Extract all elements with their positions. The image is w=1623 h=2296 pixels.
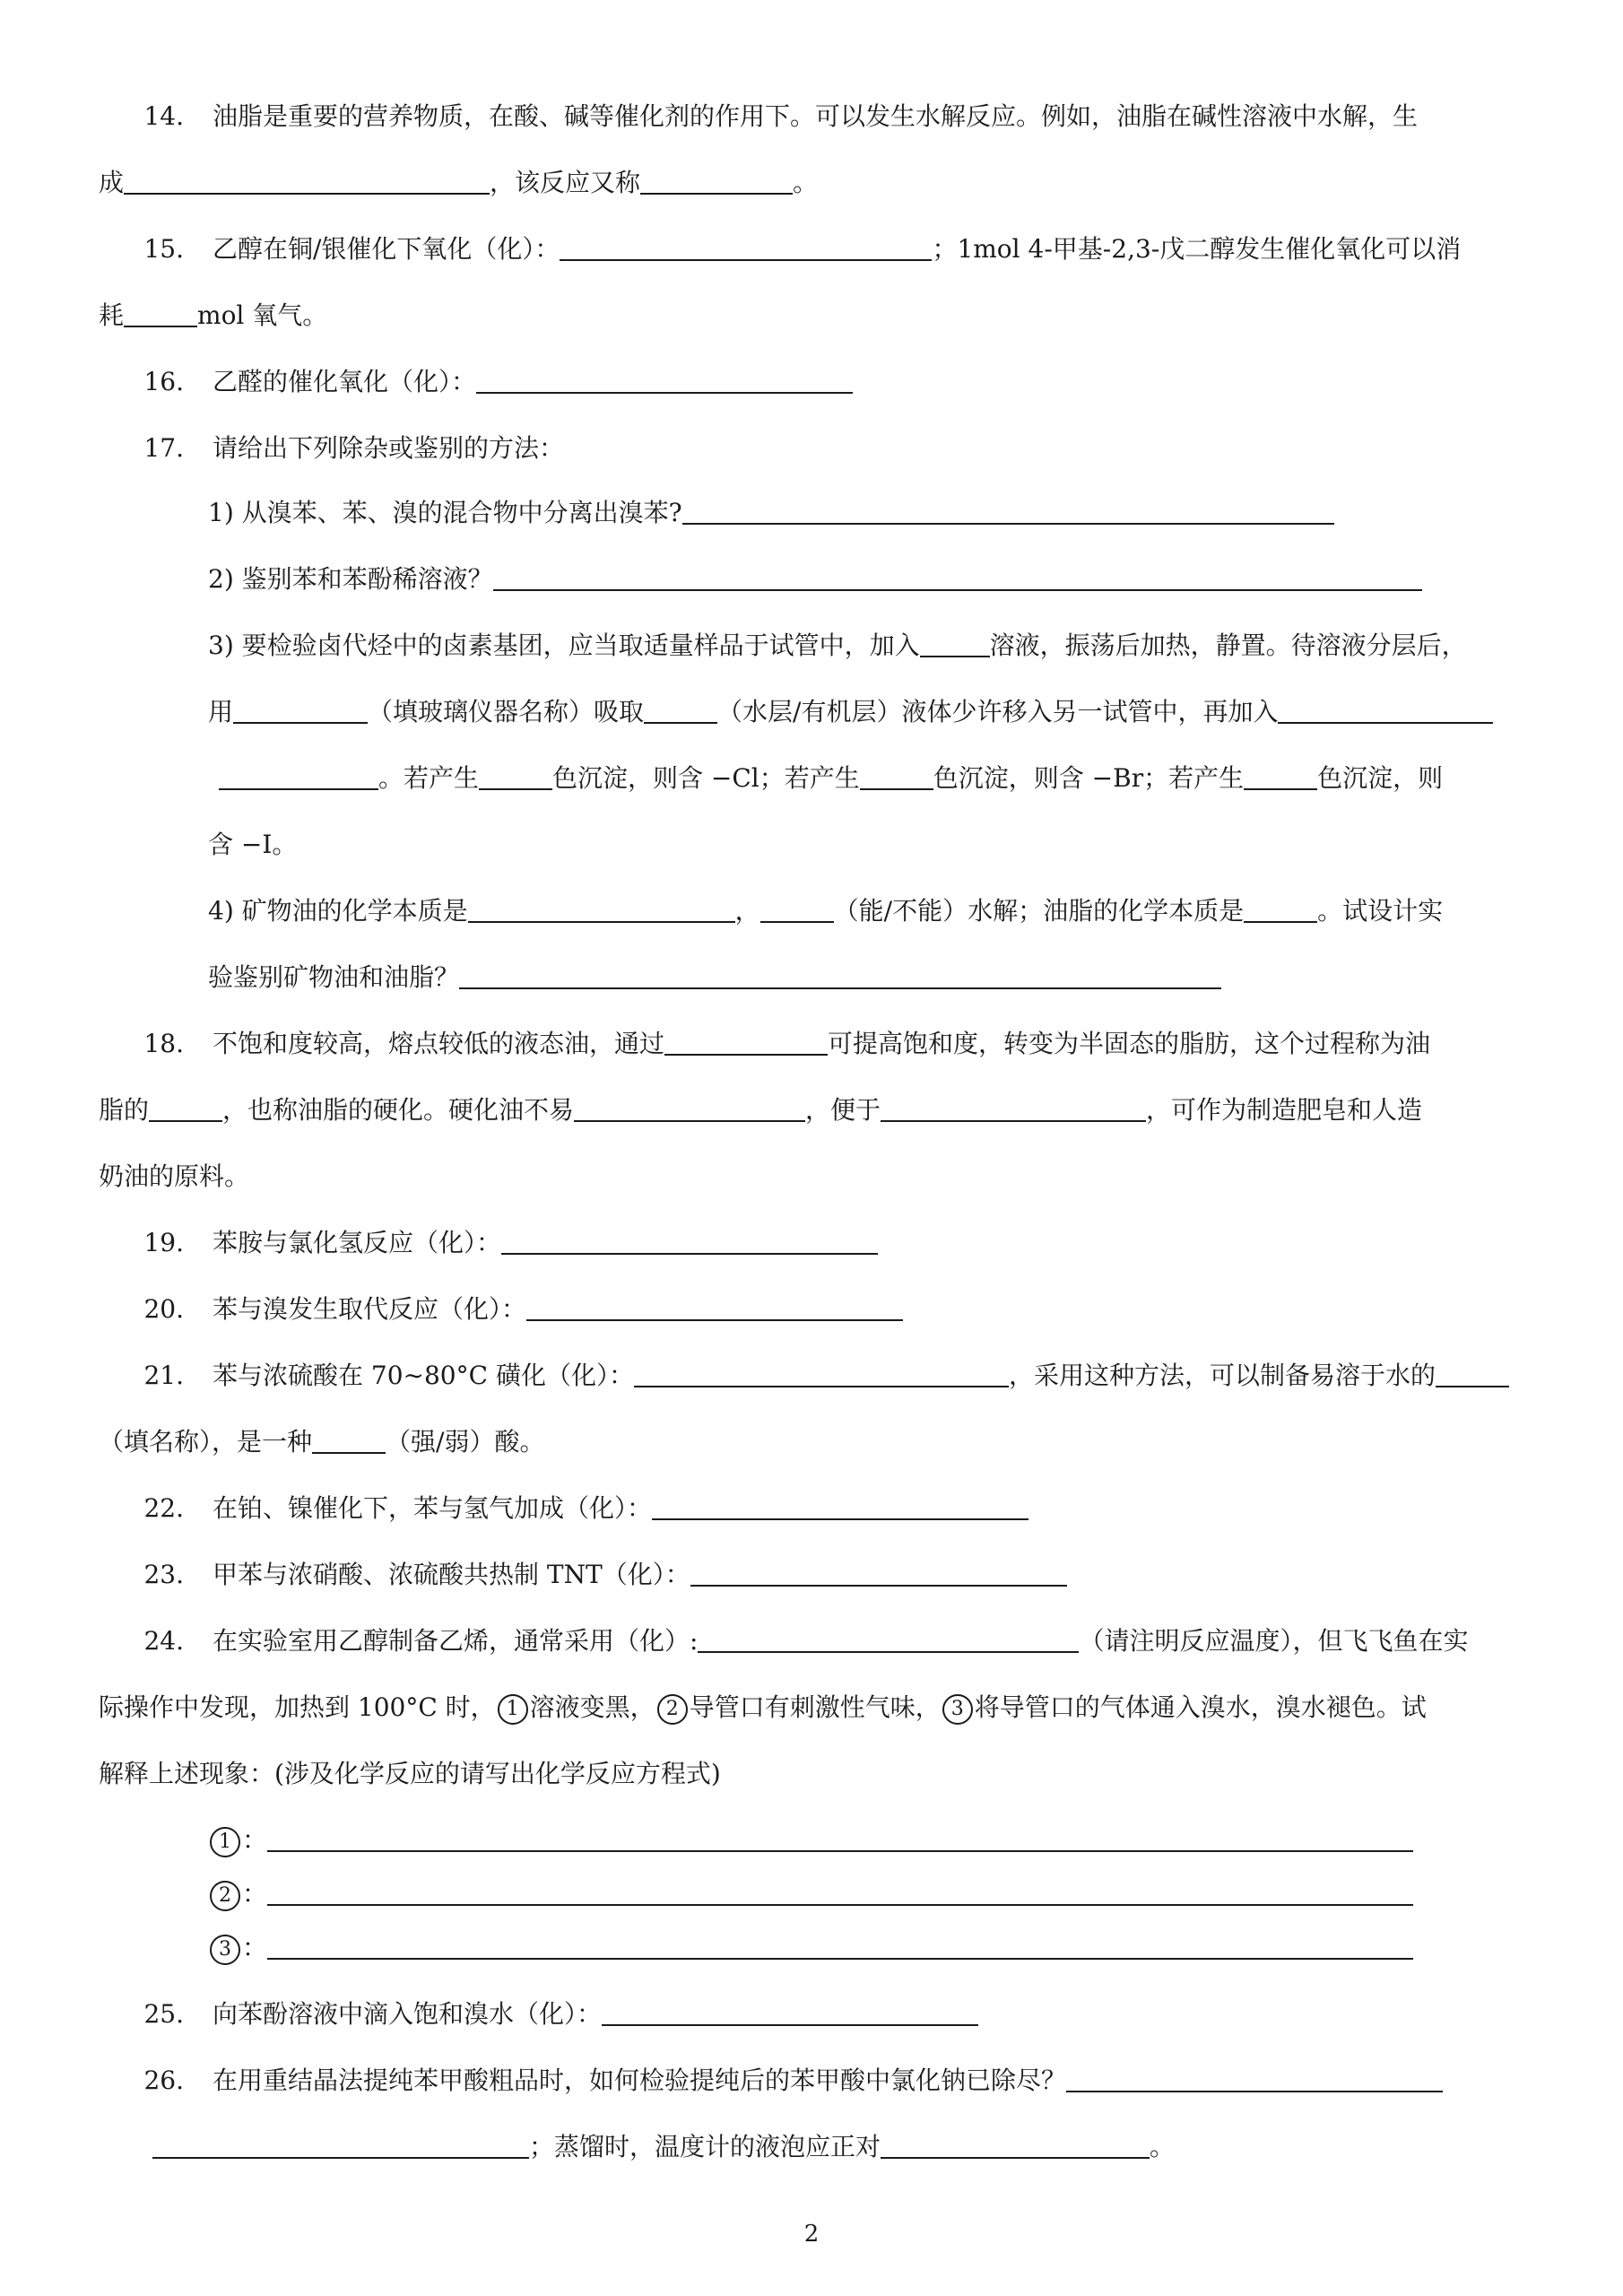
q24-number: 24. [143, 1626, 184, 1656]
answer-blank[interactable] [476, 365, 853, 394]
q15-text: 乙醇在铜/银催化下氧化（化）： [213, 234, 560, 264]
circled-3-marker: 3 [210, 1935, 240, 1965]
q17-part4-text4: 。试设计实 [1317, 896, 1444, 926]
q25-number: 25. [143, 1999, 184, 2029]
circled-2-marker: 2 [210, 1881, 240, 1911]
answer-blank[interactable] [459, 961, 1221, 989]
q18-number: 18. [143, 1029, 184, 1058]
circled-1-marker: 1 [498, 1694, 528, 1725]
q17-part1-text: 1) 从溴苯、苯、溴的混合物中分离出溴苯? [208, 498, 682, 527]
q24-text5: 导管口有刺激性气味， [689, 1692, 941, 1722]
answer-blank[interactable] [267, 1931, 1413, 1960]
q22-number: 22. [143, 1493, 184, 1523]
circled-2-marker: 2 [657, 1694, 688, 1725]
answer-blank[interactable] [1244, 894, 1317, 923]
q15-text3: 耗 [99, 300, 125, 330]
q24-text7: 解释上述现象：(涉及化学反应的请写出化学反应方程式) [99, 1759, 721, 1788]
answer-blank[interactable] [219, 761, 378, 790]
answer-blank[interactable] [560, 232, 932, 261]
answer-blank[interactable] [1066, 2064, 1443, 2092]
q26-text: 在用重结晶法提纯苯甲酸粗品时，如何检验提纯后的苯甲酸中氯化钠已除尽？ [213, 2066, 1067, 2095]
answer-blank[interactable] [664, 1027, 828, 1056]
answer-blank[interactable] [1278, 695, 1493, 724]
q14-text4: 。 [793, 168, 819, 197]
q15-number: 15. [143, 234, 184, 264]
q17-part4-text2: ， [734, 896, 760, 926]
answer-blank[interactable] [312, 1425, 386, 1454]
q17-part3-text8: 色沉淀，则含 −Br；若产生 [933, 763, 1245, 793]
answer-blank[interactable] [602, 1997, 978, 2026]
answer-blank[interactable] [690, 1558, 1067, 1587]
answer-blank[interactable] [881, 1093, 1146, 1122]
q22-text: 在铂、镍催化下，苯与氢气加成（化）： [213, 1493, 653, 1523]
q14-text2: 成 [99, 168, 125, 197]
q23-text: 甲苯与浓硝酸、浓硫酸共热制 TNT（化）： [213, 1560, 690, 1589]
q14-number: 14. [143, 101, 184, 131]
q17-part3-text7: 色沉淀，则含 −Cl；若产生 [552, 763, 860, 793]
q14-text3: ，该反应又称 [490, 168, 641, 197]
q21-text2: ，采用这种方法，可以制备易溶于水的 [1008, 1361, 1436, 1390]
answer-blank[interactable] [479, 761, 552, 790]
answer-blank[interactable] [468, 894, 735, 923]
answer-blank[interactable] [149, 1093, 222, 1122]
answer-blank[interactable] [634, 1359, 1009, 1387]
answer-blank[interactable] [1244, 761, 1317, 790]
q25-text: 向苯酚溶液中滴入饱和溴水（化）： [213, 1999, 603, 2029]
answer-blank[interactable] [1436, 1359, 1509, 1387]
q17-part3-text10: 含 −I。 [208, 830, 298, 859]
circled-3-marker: 3 [942, 1694, 973, 1725]
q24-text3: 际操作中发现，加热到 100°C 时， [99, 1692, 496, 1722]
q21-text3: （填名称），是一种 [99, 1427, 313, 1457]
q17-text: 请给出下列除杂或鉴别的方法： [213, 433, 565, 463]
q17-number: 17. [143, 433, 184, 463]
answer-blank[interactable] [644, 695, 717, 724]
answer-blank[interactable] [124, 166, 490, 195]
answer-blank[interactable] [760, 894, 834, 923]
q18-text6: ，可作为制造肥皂和人造 [1146, 1095, 1423, 1125]
q26-text2: ；蒸馏时，温度计的液泡应正对 [529, 2132, 881, 2161]
q21-number: 21. [143, 1361, 184, 1390]
q19-text: 苯胺与氯化氢反应（化）： [213, 1228, 502, 1257]
q15-text4: mol 氧气。 [197, 300, 328, 330]
q24-text: 在实验室用乙醇制备乙烯，通常采用（化）: [213, 1626, 699, 1656]
answer-blank[interactable] [493, 562, 1422, 591]
answer-blank[interactable] [124, 299, 197, 327]
q17-part3-text3: 用 [208, 697, 234, 726]
q16-number: 16. [143, 367, 184, 396]
q17-part2-text: 2) 鉴别苯和苯酚稀溶液？ [208, 564, 493, 594]
q24-text6: 将导管口的气体通入溴水，溴水褪色。试 [974, 1692, 1427, 1722]
colon: ： [242, 1825, 268, 1855]
answer-blank[interactable] [860, 761, 933, 790]
q19-number: 19. [143, 1228, 184, 1257]
q20-text: 苯与溴发生取代反应（化）： [213, 1294, 527, 1324]
q17-part3-text9: 色沉淀，则 [1317, 763, 1444, 793]
answer-blank[interactable] [574, 1093, 805, 1122]
answer-blank[interactable] [881, 2130, 1150, 2159]
q17-part3-text5: （水层/有机层）液体少许移入另一试管中，再加入 [717, 697, 1279, 726]
q18-text3: 脂的 [99, 1095, 150, 1125]
q18-text2: 可提高饱和度，转变为半固态的脂肪，这个过程称为油 [828, 1029, 1431, 1058]
q21-text4: （强/弱）酸。 [386, 1427, 545, 1457]
answer-blank[interactable] [640, 166, 793, 195]
q17-part3-text6: 。若产生 [378, 763, 480, 793]
q18-text7: 奶油的原料。 [99, 1161, 250, 1191]
q18-text5: ，便于 [805, 1095, 881, 1125]
q26-text3: 。 [1150, 2132, 1176, 2161]
answer-blank[interactable] [920, 629, 990, 657]
q26-number: 26. [143, 2066, 184, 2095]
q20-number: 20. [143, 1294, 184, 1324]
answer-blank[interactable] [526, 1292, 903, 1321]
q18-text4: ，也称油脂的硬化。硬化油不易 [222, 1095, 575, 1125]
answer-blank[interactable] [267, 1877, 1413, 1906]
answer-blank[interactable] [233, 695, 368, 724]
colon: ： [242, 1879, 268, 1909]
answer-blank[interactable] [652, 1492, 1028, 1520]
answer-blank[interactable] [152, 2130, 529, 2159]
q15-text2: ；1mol 4-甲基-2,3-戊二醇发生催化氧化可以消 [932, 234, 1462, 264]
q17-part3-text: 3) 要检验卤代烃中的卤素基团，应当取适量样品于试管中，加入 [208, 631, 920, 660]
q23-number: 23. [143, 1560, 184, 1589]
q21-text: 苯与浓硫酸在 70∼80°C 磺化（化）： [213, 1361, 634, 1390]
q17-part4-text: 4) 矿物油的化学本质是 [208, 896, 468, 926]
q18-text: 不饱和度较高，熔点较低的液态油，通过 [213, 1029, 665, 1058]
q17-part3-text2: 溶液，振荡后加热，静置。待溶液分层后， [989, 631, 1467, 660]
q17-part4-text5: 验鉴别矿物油和油脂？ [208, 962, 460, 992]
q24-text4: 溶液变黑， [529, 1692, 655, 1722]
colon: ： [242, 1933, 268, 1962]
answer-blank[interactable] [501, 1226, 878, 1255]
circled-1-marker: 1 [210, 1827, 240, 1857]
answer-blank[interactable] [267, 1823, 1413, 1852]
page-number: 2 [803, 2221, 820, 2248]
q14-text: 油脂是重要的营养物质，在酸、碱等催化剂的作用下。可以发生水解反应。例如，油脂在碱性溶液中水解，生 [213, 101, 1419, 131]
q16-text: 乙醛的催化氧化（化）： [213, 367, 477, 396]
q24-text2: （请注明反应温度），但飞飞鱼在实 [1079, 1626, 1469, 1656]
answer-blank[interactable] [698, 1624, 1079, 1653]
q17-part4-text3: （能/不能）水解；油脂的化学本质是 [833, 896, 1245, 926]
q17-part3-text4: （填玻璃仪器名称）吸取 [368, 697, 645, 726]
answer-blank[interactable] [682, 496, 1334, 525]
